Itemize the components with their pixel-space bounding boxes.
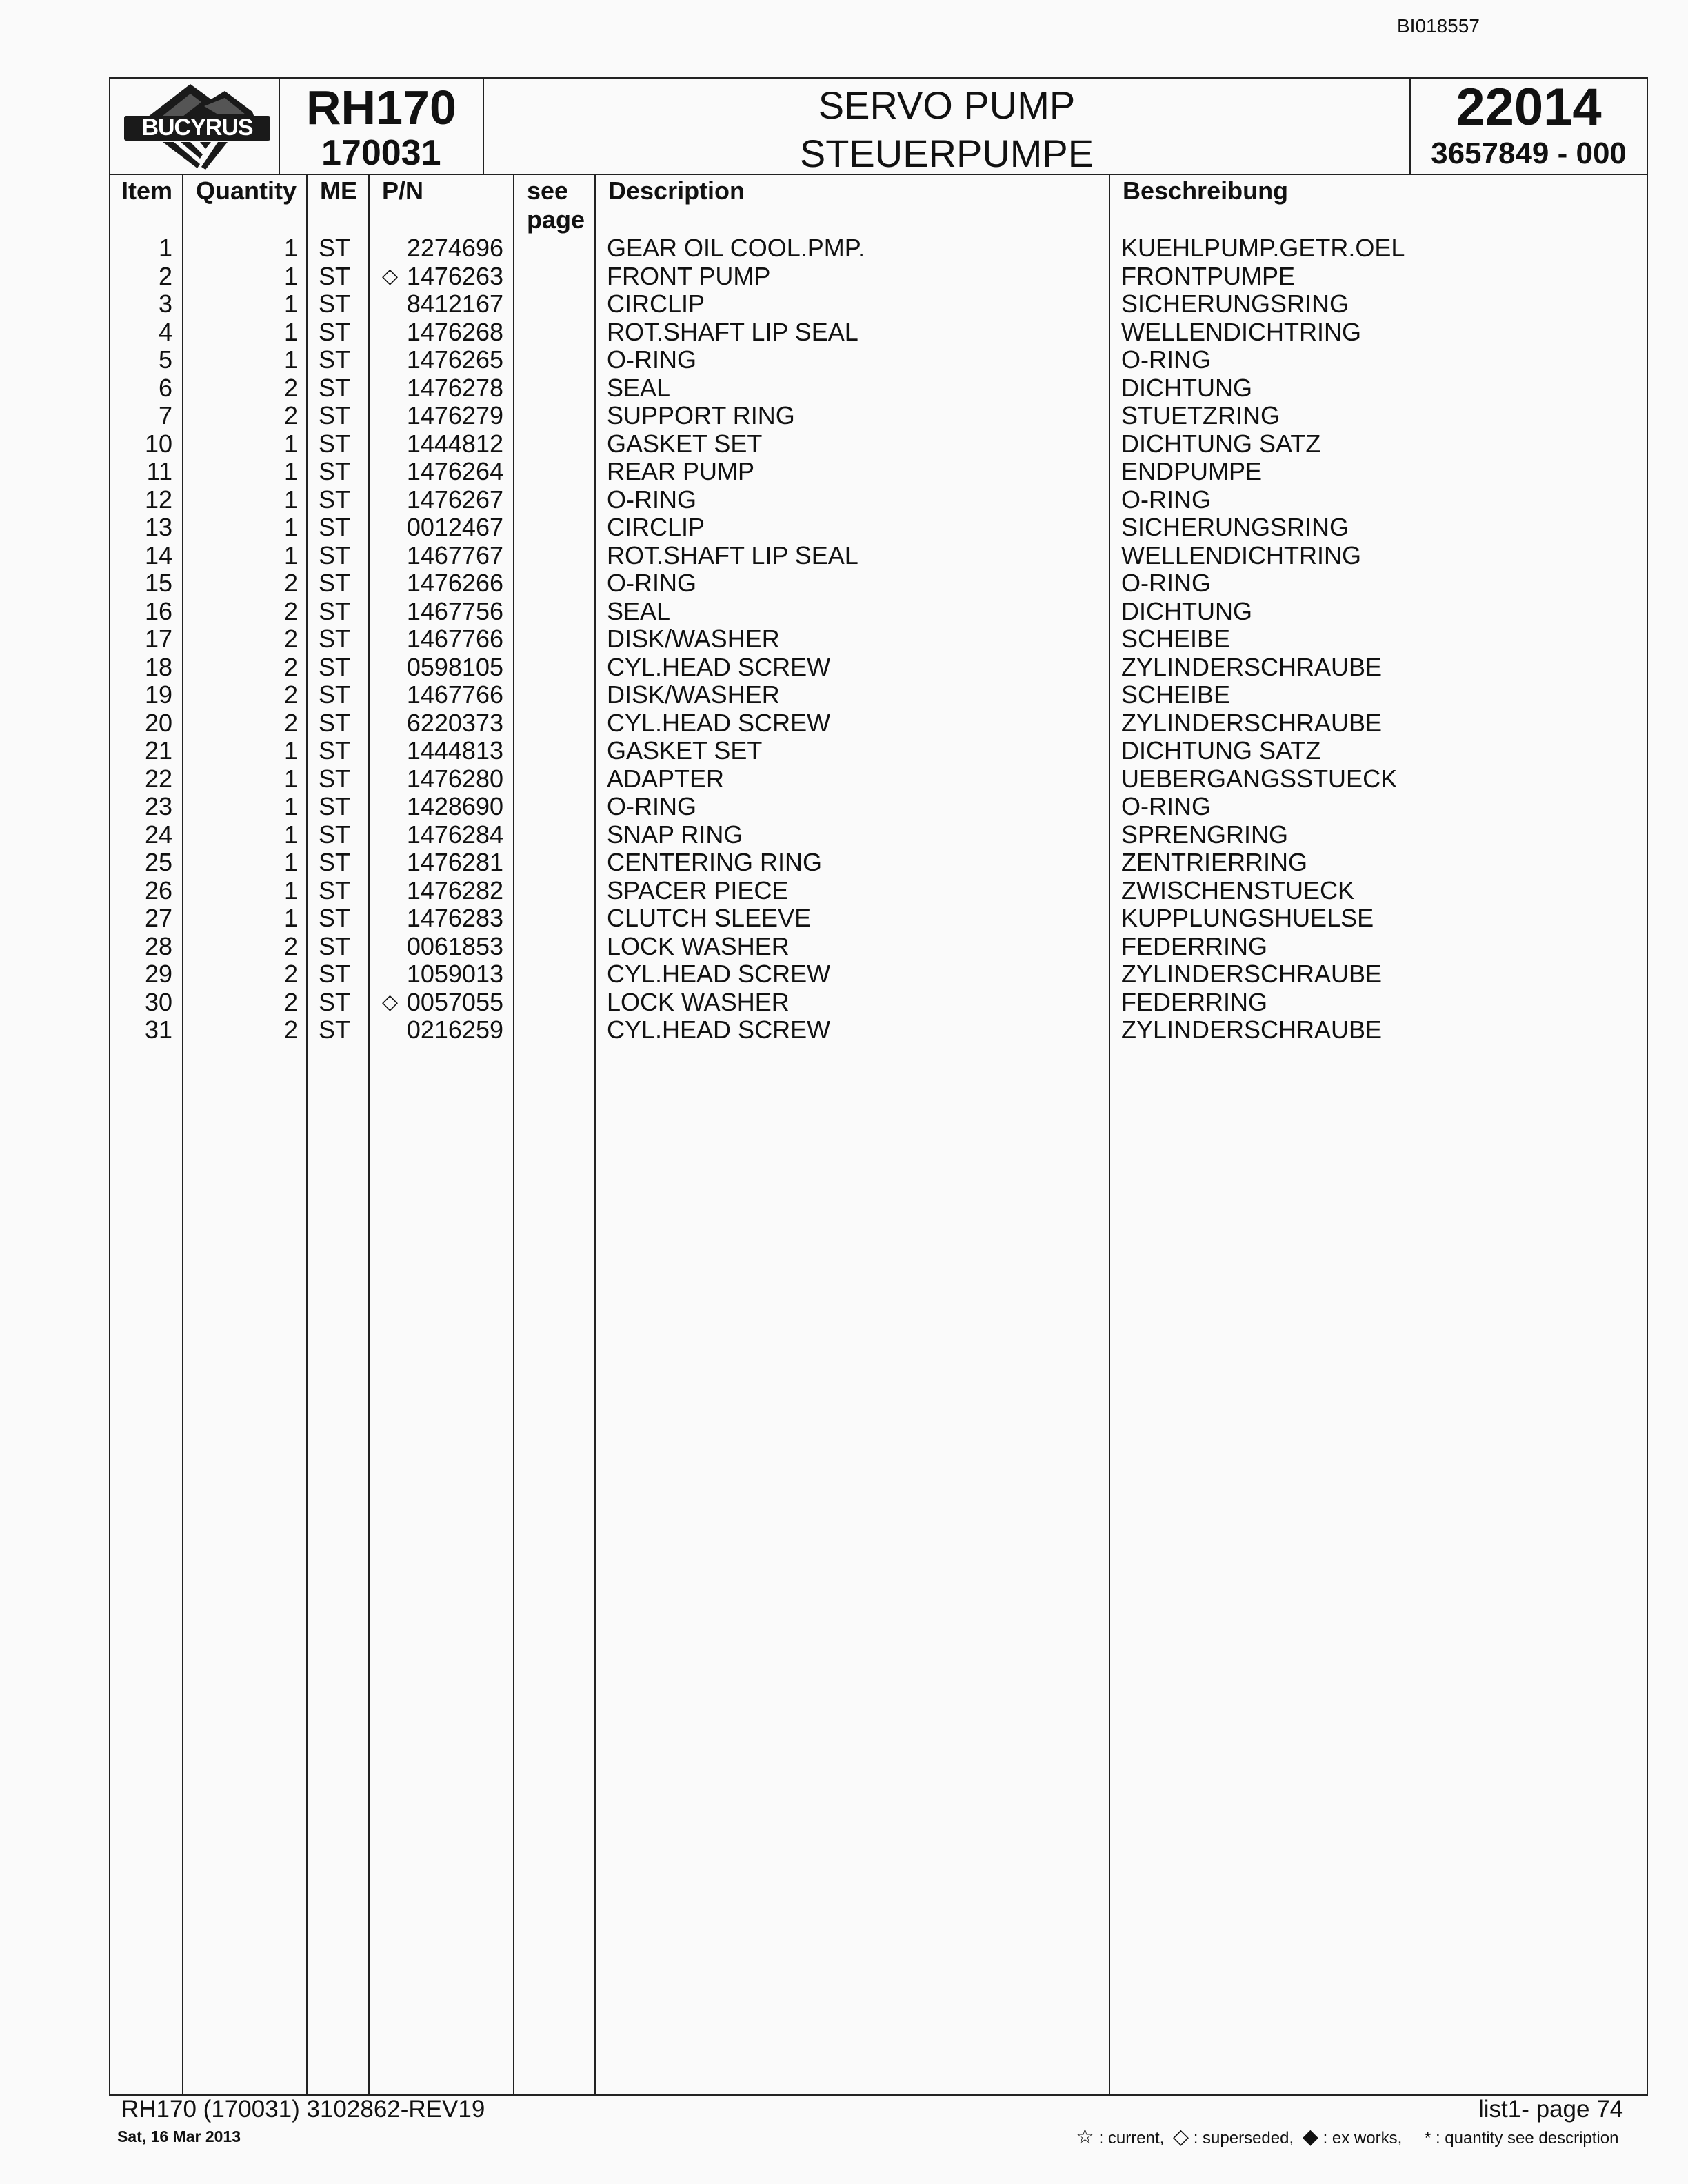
cell-beschreibung: UEBERGANGSSTUECK: [1121, 764, 1398, 793]
cell-beschreibung: O-RING: [1121, 485, 1211, 514]
cell-me: ST: [319, 596, 351, 625]
col-header-beschreibung: Beschreibung: [1123, 176, 1289, 205]
footer-date: Sat, 16 Mar 2013: [117, 2127, 241, 2145]
cell-pn: 1476284: [406, 820, 503, 849]
cell-quantity: 1: [283, 540, 298, 569]
cell-quantity: 2: [283, 373, 298, 402]
cell-quantity: 1: [283, 792, 298, 820]
cell-quantity: 1: [283, 764, 298, 793]
col-divider-me: [368, 174, 370, 2096]
cell-item: 12: [144, 485, 172, 514]
cell-description: ROT.SHAFT LIP SEAL: [607, 317, 858, 346]
cell-me: ST: [319, 317, 351, 346]
asterisk-icon: *: [1424, 2129, 1431, 2147]
cell-item: 13: [144, 513, 172, 541]
cell-me: ST: [319, 234, 351, 262]
cell-me: ST: [319, 290, 351, 318]
cell-quantity: 2: [283, 569, 298, 597]
cell-quantity: 1: [283, 904, 298, 932]
cell-item: 26: [144, 876, 172, 904]
col-divider-description: [1109, 174, 1110, 2096]
group-part-number: 3657849 - 000: [1431, 136, 1627, 170]
header-divider-logo: [279, 77, 280, 174]
diamond-filled-icon: ◆: [1302, 2125, 1318, 2148]
cell-pn: 1467767: [406, 540, 503, 569]
cell-description: SNAP RING: [607, 820, 743, 849]
cell-me: ST: [319, 708, 351, 737]
cell-description: LOCK WASHER: [607, 987, 790, 1016]
cell-description: CIRCLIP: [607, 290, 705, 318]
cell-beschreibung: DICHTUNG: [1121, 596, 1252, 625]
cell-pn: 0057055: [406, 987, 503, 1016]
cell-beschreibung: ENDPUMPE: [1121, 457, 1263, 485]
col-divider-see-page: [594, 174, 596, 2096]
legend-current: : current,: [1098, 2129, 1165, 2147]
cell-beschreibung: ZYLINDERSCHRAUBE: [1121, 652, 1383, 681]
cell-item: 17: [144, 625, 172, 653]
cell-me: ST: [319, 457, 351, 485]
cell-description: O-RING: [607, 345, 696, 374]
logo-wordmark: BUCYRUS: [141, 114, 253, 141]
cell-quantity: 1: [283, 345, 298, 374]
cell-me: ST: [319, 848, 351, 876]
cell-item: 20: [144, 708, 172, 737]
cell-beschreibung: STUETZRING: [1121, 401, 1280, 429]
cell-description: SUPPORT RING: [607, 401, 795, 429]
cell-description: GASKET SET: [607, 429, 763, 458]
cell-description: LOCK WASHER: [607, 931, 790, 960]
cell-quantity: 1: [283, 736, 298, 765]
cell-pn: 0598105: [406, 652, 503, 681]
legend-ex-works: : ex works,: [1323, 2129, 1403, 2147]
cell-me: ST: [319, 429, 351, 458]
cell-quantity: 2: [283, 708, 298, 737]
cell-description: O-RING: [607, 792, 696, 820]
cell-quantity: 1: [283, 513, 298, 541]
cell-item: 27: [144, 904, 172, 932]
cell-description: SEAL: [607, 373, 671, 402]
cell-pn: 1476268: [406, 317, 503, 346]
serial-number: 170031: [321, 133, 441, 173]
cell-description: SPACER PIECE: [607, 876, 789, 904]
cell-quantity: 1: [283, 485, 298, 514]
cell-me: ST: [319, 820, 351, 849]
cell-beschreibung: FEDERRING: [1121, 987, 1268, 1016]
cell-pn: 1476263: [406, 261, 503, 290]
cell-me: ST: [319, 680, 351, 709]
cell-description: GEAR OIL COOL.PMP.: [607, 234, 865, 262]
cell-item: 25: [144, 848, 172, 876]
cell-item: 29: [144, 960, 172, 988]
col-divider-quantity: [306, 174, 308, 2096]
cell-pn: 1444813: [406, 736, 503, 765]
cell-quantity: 2: [283, 1015, 298, 1044]
cell-me: ST: [319, 764, 351, 793]
cell-description: CLUTCH SLEEVE: [607, 904, 812, 932]
cell-pn: 1476280: [406, 764, 503, 793]
cell-description: ADAPTER: [607, 764, 725, 793]
symbol-legend: [1076, 2125, 1618, 2149]
cell-pn: 1444812: [406, 429, 503, 458]
cell-item: 18: [144, 652, 172, 681]
cell-beschreibung: DICHTUNG: [1121, 373, 1252, 402]
col-header-description: Description: [608, 176, 745, 205]
cell-me: ST: [319, 373, 351, 402]
cell-item: 14: [144, 540, 172, 569]
cell-item: 6: [158, 373, 172, 402]
cell-description: DISK/WASHER: [607, 680, 780, 709]
document-id: BI018557: [1397, 15, 1480, 37]
cell-beschreibung: KUEHLPUMP.GETR.OEL: [1121, 234, 1405, 262]
cell-me: ST: [319, 904, 351, 932]
cell-beschreibung: WELLENDICHTRING: [1121, 317, 1362, 346]
col-divider-pn: [513, 174, 514, 2096]
legend-quantity: : quantity see description: [1435, 2129, 1619, 2147]
cell-item: 24: [144, 820, 172, 849]
cell-description: O-RING: [607, 485, 696, 514]
cell-item: 30: [144, 987, 172, 1016]
cell-me: ST: [319, 261, 351, 290]
cell-description: CIRCLIP: [607, 513, 705, 541]
cell-quantity: 2: [283, 931, 298, 960]
cell-beschreibung: SICHERUNGSRING: [1121, 290, 1349, 318]
cell-description: CYL.HEAD SCREW: [607, 1015, 831, 1044]
star-icon: ☆: [1076, 2125, 1094, 2148]
cell-item: 31: [144, 1015, 172, 1044]
cell-item: 3: [158, 290, 172, 318]
cell-quantity: 1: [283, 876, 298, 904]
legend-superseded: : superseded,: [1193, 2129, 1294, 2147]
cell-pn: 0061853: [406, 931, 503, 960]
cell-pn: 1467766: [406, 625, 503, 653]
cell-pn: 1476264: [406, 457, 503, 485]
cell-me: ST: [319, 1015, 351, 1044]
cell-quantity: 2: [283, 652, 298, 681]
cell-description: DISK/WASHER: [607, 625, 780, 653]
cell-me: ST: [319, 652, 351, 681]
diamond-outline-icon: ◇: [1172, 2125, 1189, 2148]
cell-beschreibung: KUPPLUNGSHUELSE: [1121, 904, 1374, 932]
cell-pn: 1476265: [406, 345, 503, 374]
cell-me: ST: [319, 513, 351, 541]
cell-item: 1: [158, 234, 172, 262]
cell-beschreibung: O-RING: [1121, 345, 1211, 374]
cell-description: CYL.HEAD SCREW: [607, 960, 831, 988]
cell-me: ST: [319, 876, 351, 904]
cell-pn: 1059013: [406, 960, 503, 988]
cell-pn: 1467766: [406, 680, 503, 709]
cell-quantity: 1: [283, 457, 298, 485]
cell-beschreibung: FEDERRING: [1121, 931, 1268, 960]
cell-item: 5: [158, 345, 172, 374]
cell-beschreibung: DICHTUNG SATZ: [1121, 736, 1321, 765]
cell-item: 10: [144, 429, 172, 458]
cell-quantity: 2: [283, 680, 298, 709]
cell-me: ST: [319, 625, 351, 653]
cell-beschreibung: ZYLINDERSCHRAUBE: [1121, 708, 1383, 737]
cell-description: CYL.HEAD SCREW: [607, 652, 831, 681]
cell-description: FRONT PUMP: [607, 261, 771, 290]
col-header-me: ME: [320, 176, 357, 205]
cell-quantity: 2: [283, 625, 298, 653]
cell-item: 21: [144, 736, 172, 765]
cell-beschreibung: ZYLINDERSCHRAUBE: [1121, 960, 1383, 988]
cell-item: 19: [144, 680, 172, 709]
cell-quantity: 1: [283, 234, 298, 262]
cell-pn: 1476279: [406, 401, 503, 429]
cell-me: ST: [319, 485, 351, 514]
cell-description: ROT.SHAFT LIP SEAL: [607, 540, 858, 569]
cell-quantity: 1: [283, 317, 298, 346]
cell-beschreibung: SCHEIBE: [1121, 625, 1231, 653]
cell-pn: 1476282: [406, 876, 503, 904]
col-divider-item: [182, 174, 183, 2096]
cell-pn: 1476281: [406, 848, 503, 876]
cell-pn: 1476266: [406, 569, 503, 597]
cell-quantity: 1: [283, 820, 298, 849]
col-header-pn: P/N: [382, 176, 424, 205]
cell-item: 28: [144, 931, 172, 960]
cell-beschreibung: O-RING: [1121, 569, 1211, 597]
cell-pn: 2274696: [406, 234, 503, 262]
cell-pn: 1476278: [406, 373, 503, 402]
superseded-diamond-icon: ◇: [382, 264, 399, 287]
superseded-diamond-icon: ◇: [382, 990, 399, 1013]
cell-pn: 1476283: [406, 904, 503, 932]
cell-description: CENTERING RING: [607, 848, 823, 876]
cell-pn: 0216259: [406, 1015, 503, 1044]
cell-item: 2: [158, 261, 172, 290]
cell-beschreibung: WELLENDICHTRING: [1121, 540, 1362, 569]
cell-quantity: 1: [283, 848, 298, 876]
cell-description: GASKET SET: [607, 736, 763, 765]
cell-beschreibung: SPRENGRING: [1121, 820, 1289, 849]
cell-pn: 1467756: [406, 596, 503, 625]
cell-description: REAR PUMP: [607, 457, 755, 485]
model-number: RH170: [306, 81, 456, 134]
cell-item: 15: [144, 569, 172, 597]
cell-pn: 1476267: [406, 485, 503, 514]
col-header-item: Item: [121, 176, 173, 205]
cell-quantity: 2: [283, 401, 298, 429]
cell-item: 4: [158, 317, 172, 346]
cell-me: ST: [319, 960, 351, 988]
cell-beschreibung: O-RING: [1121, 792, 1211, 820]
cell-quantity: 2: [283, 960, 298, 988]
cell-beschreibung: FRONTPUMPE: [1121, 261, 1295, 290]
cell-item: 23: [144, 792, 172, 820]
group-number: 22014: [1456, 78, 1602, 136]
footer-page: list1- page 74: [1478, 2096, 1624, 2123]
cell-me: ST: [319, 931, 351, 960]
title-english: SERVO PUMP: [818, 83, 1076, 127]
cell-description: O-RING: [607, 569, 696, 597]
cell-quantity: 2: [283, 987, 298, 1016]
cell-beschreibung: DICHTUNG SATZ: [1121, 429, 1321, 458]
cell-pn: 6220373: [406, 708, 503, 737]
cell-description: SEAL: [607, 596, 671, 625]
cell-me: ST: [319, 540, 351, 569]
cell-pn: 8412167: [406, 290, 503, 318]
cell-pn: 0012467: [406, 513, 503, 541]
cell-me: ST: [319, 987, 351, 1016]
cell-me: ST: [319, 401, 351, 429]
cell-me: ST: [319, 569, 351, 597]
cell-description: CYL.HEAD SCREW: [607, 708, 831, 737]
cell-beschreibung: SCHEIBE: [1121, 680, 1231, 709]
title-german: STEUERPUMPE: [799, 132, 1094, 175]
cell-beschreibung: SICHERUNGSRING: [1121, 513, 1349, 541]
cell-item: 11: [146, 457, 172, 485]
col-header-quantity: Quantity: [196, 176, 297, 205]
footer-reference: RH170 (170031) 3102862-REV19: [121, 2096, 485, 2123]
cell-item: 22: [144, 764, 172, 793]
cell-item: 7: [158, 401, 172, 429]
cell-pn: 1428690: [406, 792, 503, 820]
cell-quantity: 2: [283, 596, 298, 625]
cell-beschreibung: ZWISCHENSTUECK: [1121, 876, 1355, 904]
cell-me: ST: [319, 736, 351, 765]
cell-beschreibung: ZYLINDERSCHRAUBE: [1121, 1015, 1383, 1044]
cell-beschreibung: ZENTRIERRING: [1121, 848, 1307, 876]
cell-item: 16: [144, 596, 172, 625]
cell-me: ST: [319, 792, 351, 820]
col-header-see: see: [527, 176, 569, 205]
cell-me: ST: [319, 345, 351, 374]
cell-quantity: 1: [283, 290, 298, 318]
cell-quantity: 1: [283, 429, 298, 458]
col-header-page: page: [527, 205, 585, 234]
cell-quantity: 1: [283, 261, 298, 290]
bucyrus-logo: [114, 79, 277, 172]
